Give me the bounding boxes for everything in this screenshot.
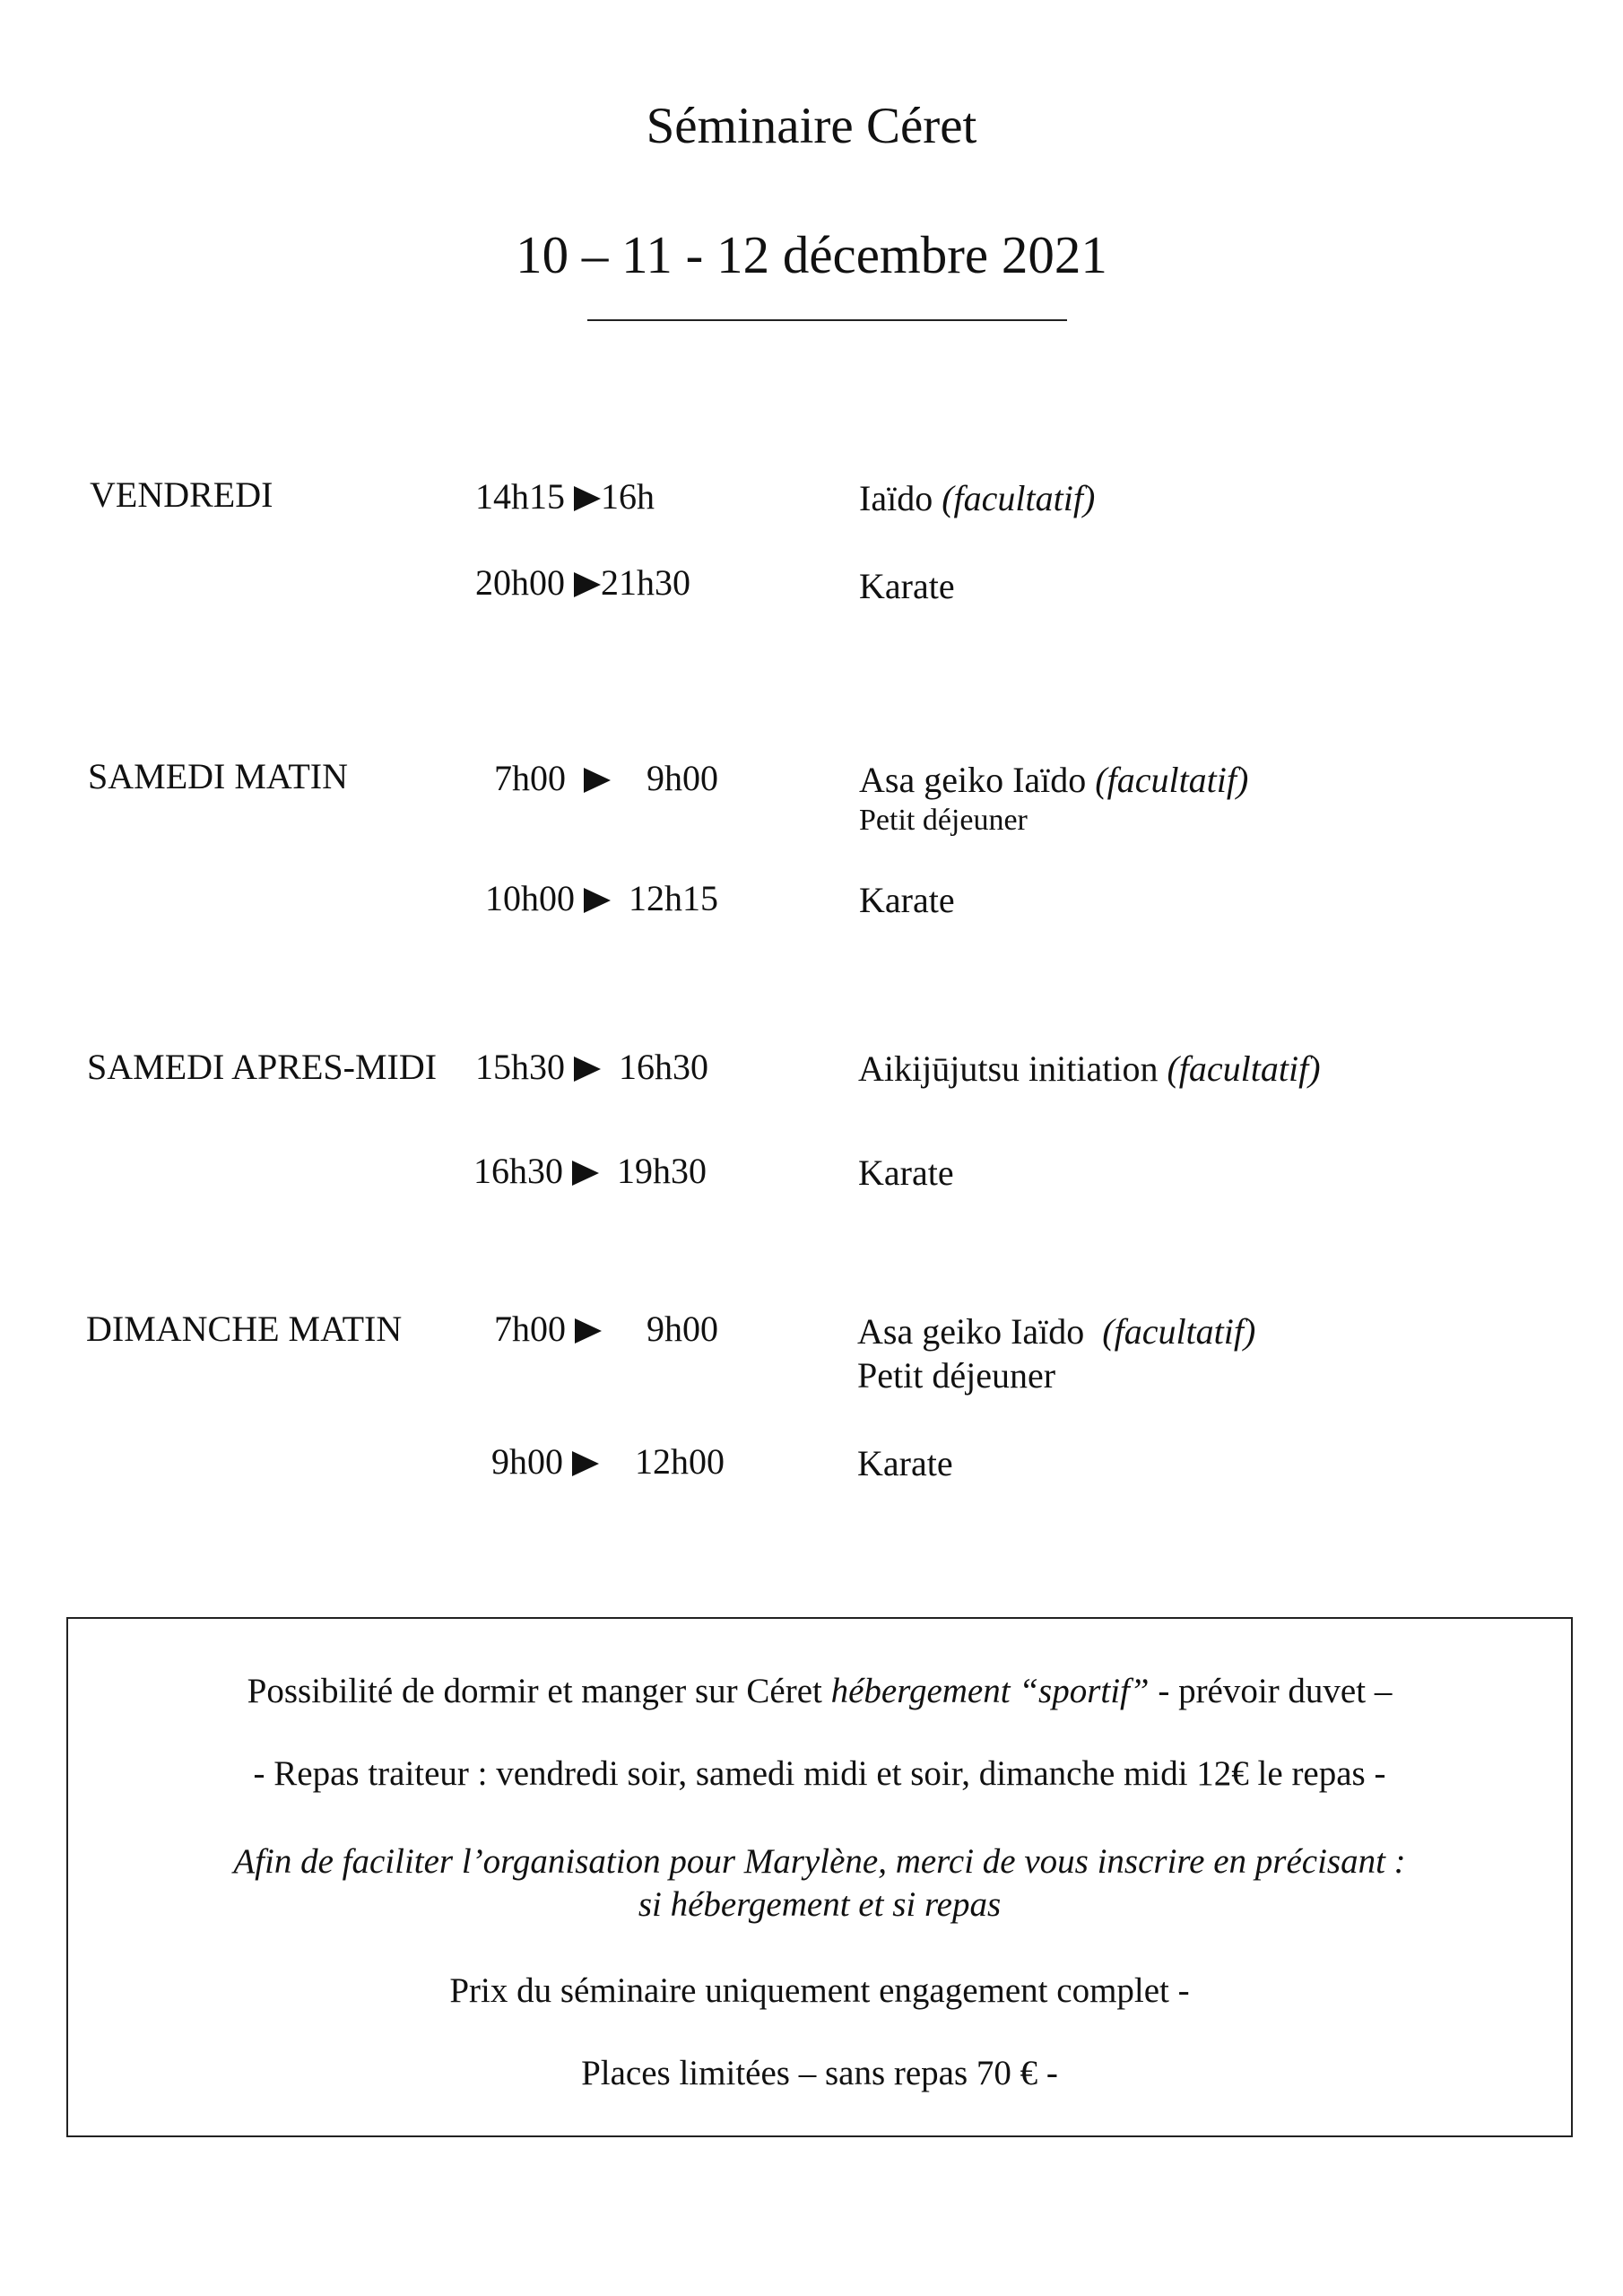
places-line: Places limitées – sans repas 70 € -	[581, 2054, 1058, 2092]
title-divider	[587, 319, 1067, 321]
info-box	[66, 1617, 1573, 2137]
start-time: 20h00	[475, 562, 565, 603]
end-time: 12h15	[629, 878, 718, 918]
activity	[859, 477, 1095, 519]
arrow-right-icon	[575, 1318, 602, 1344]
time-range	[491, 1440, 725, 1483]
start-time: 10h00	[485, 878, 575, 918]
end-time: 9h00	[647, 1309, 718, 1349]
activity-name: Karate	[859, 880, 955, 920]
lodging-prefix: Possibilité de dormir et manger sur Céret	[247, 1672, 822, 1710]
page-title: Séminaire Céret	[646, 98, 977, 154]
start-time: 16h30	[473, 1151, 563, 1191]
activity-name: Asa geiko Iaïdo	[857, 1311, 1085, 1352]
time-range	[485, 877, 718, 919]
activity-name: Asa geiko Iaïdo	[859, 760, 1087, 800]
start-time: 7h00	[494, 758, 566, 798]
time-range	[494, 1308, 718, 1350]
activity	[857, 1310, 1255, 1352]
activity	[858, 1152, 954, 1194]
start-time: 7h00	[494, 1309, 566, 1349]
activity-sub: Petit déjeuner	[857, 1355, 1056, 1396]
lodging-suffix: - prévoir duvet –	[1158, 1672, 1393, 1710]
arrow-right-icon	[572, 1451, 599, 1476]
activity	[858, 1048, 1321, 1090]
arrow-right-icon	[572, 1161, 599, 1186]
end-time: 16h30	[619, 1047, 708, 1087]
activity	[859, 565, 955, 607]
lodging-italic: hébergement “sportif”	[830, 1672, 1150, 1710]
activity-sub: Petit déjeuner	[859, 804, 1028, 837]
lodging-line	[68, 1671, 1571, 1711]
activity-name: Karate	[857, 1443, 953, 1483]
day-label: VENDREDI	[90, 474, 273, 515]
day-label: SAMEDI MATIN	[88, 756, 348, 796]
activity-note: (facultatif)	[1095, 760, 1249, 800]
activity-name: Karate	[858, 1152, 954, 1193]
time-range	[475, 1046, 708, 1088]
end-time: 16h	[601, 476, 655, 517]
day-label: DIMANCHE MATIN	[86, 1309, 403, 1349]
activity	[859, 759, 1248, 801]
activity-name: Iaïdo	[859, 478, 933, 518]
meals-line: - Repas traiteur : vendredi soir, samedi midi et soir, dimanche midi 12€ le repas -	[253, 1754, 1386, 1793]
activity	[857, 1442, 953, 1484]
activity-name: Karate	[859, 566, 955, 606]
start-time: 14h15	[475, 476, 565, 517]
activity-name: Aikijūjutsu initiation	[858, 1048, 1159, 1089]
end-time: 12h00	[635, 1441, 725, 1482]
activity-note: (facultatif)	[1167, 1048, 1321, 1089]
end-time: 19h30	[617, 1151, 707, 1191]
time-range	[475, 475, 655, 517]
event-dates: 10 – 11 - 12 décembre 2021	[516, 225, 1107, 284]
arrow-right-icon	[584, 888, 611, 913]
time-range	[494, 757, 718, 799]
arrow-right-icon	[574, 1057, 601, 1082]
end-time: 21h30	[601, 562, 690, 603]
time-range	[475, 561, 690, 604]
activity-note: (facultatif)	[1102, 1311, 1256, 1352]
day-label: SAMEDI APRES-MIDI	[87, 1047, 438, 1087]
time-range	[473, 1150, 707, 1192]
arrow-right-icon	[574, 486, 601, 511]
register-line-2: si hébergement et si repas	[638, 1885, 1002, 1924]
price-line: Prix du séminaire uniquement engagement complet -	[449, 1971, 1190, 2010]
arrow-right-icon	[574, 572, 601, 597]
activity	[859, 879, 955, 921]
arrow-right-icon	[584, 768, 611, 793]
start-time: 9h00	[491, 1441, 563, 1482]
activity-note: (facultatif)	[942, 478, 1096, 518]
register-line-1: Afin de faciliter l’organisation pour Marylène, merci de vous inscrire en précisant :	[233, 1842, 1406, 1881]
start-time: 15h30	[475, 1047, 565, 1087]
end-time: 9h00	[647, 758, 718, 798]
